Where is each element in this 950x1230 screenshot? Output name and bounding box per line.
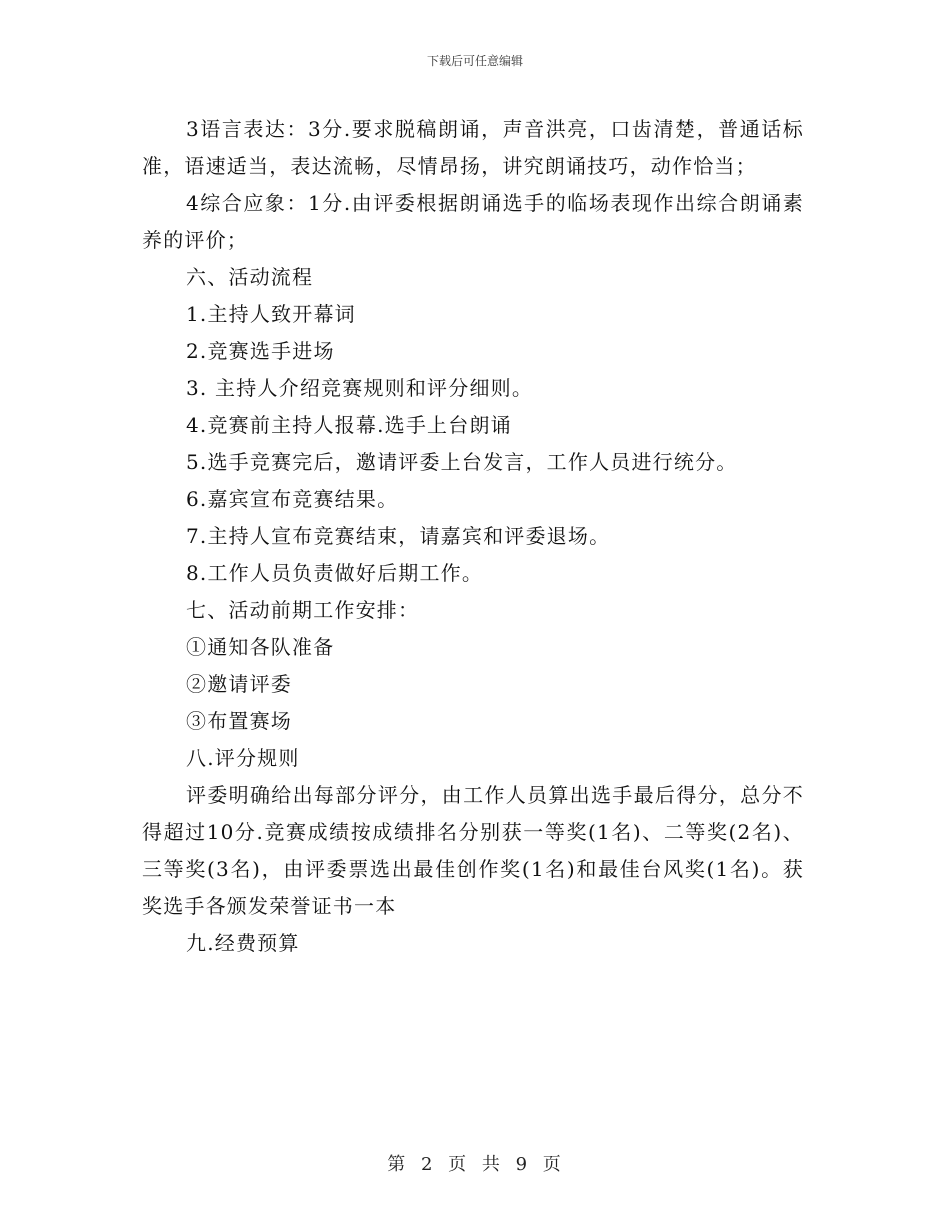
list-item: ①通知各队准备: [186, 635, 335, 659]
section-heading-preparation: 七、活动前期工作安排：: [186, 598, 420, 622]
list-item: 6.嘉宾宣布竞赛结果。: [186, 487, 399, 511]
paragraph-scoring-details: 评委明确给出每部分评分，由工作人员算出选手最后得分，总分不得超过10分.竞赛成绩按成绩排名分别获一等奖(1名)、二等奖(2名)、三等奖(3名)，由评委票选出最佳创作奖(1名)和最佳台风奖(1名)。获奖选手各颁发荣誉证书一本: [142, 783, 804, 918]
section-heading-scoring-rules: 八.评分规则: [186, 746, 300, 770]
paragraph-language-expression: 3语言表达：3分.要求脱稿朗诵，声音洪亮，口齿清楚，普通话标准，语速适当，表达流畅，尽情昂扬，讲究朗诵技巧，动作恰当；: [142, 117, 804, 178]
page-footer: 第 2 页 共 9 页: [387, 1154, 563, 1175]
section-heading-activity-process: 六、活动流程: [186, 265, 314, 289]
document-body: [142, 111, 804, 962]
list-item: 3. 主持人介绍竞赛规则和评分细则。: [186, 376, 534, 400]
list-item: 2.竞赛选手进场: [186, 339, 335, 363]
list-item: ③布置赛场: [186, 709, 292, 733]
list-item: 7.主持人宣布竞赛结束，请嘉宾和评委退场。: [186, 524, 611, 548]
list-item: 4.竞赛前主持人报幕.选手上台朗诵: [186, 413, 512, 437]
paragraph-overall-impression: 4综合应象：1分.由评委根据朗诵选手的临场表现作出综合朗诵素养的评价；: [142, 191, 804, 252]
page-header: 下载后可任意编辑: [426, 54, 523, 68]
section-heading-budget: 九.经费预算: [186, 931, 300, 955]
list-item: 1.主持人致开幕词: [186, 302, 356, 326]
list-item: 5.选手竞赛完后，邀请评委上台发言，工作人员进行统分。: [186, 450, 738, 474]
list-item: 8.工作人员负责做好后期工作。: [186, 561, 484, 585]
list-item: ②邀请评委: [186, 672, 292, 696]
